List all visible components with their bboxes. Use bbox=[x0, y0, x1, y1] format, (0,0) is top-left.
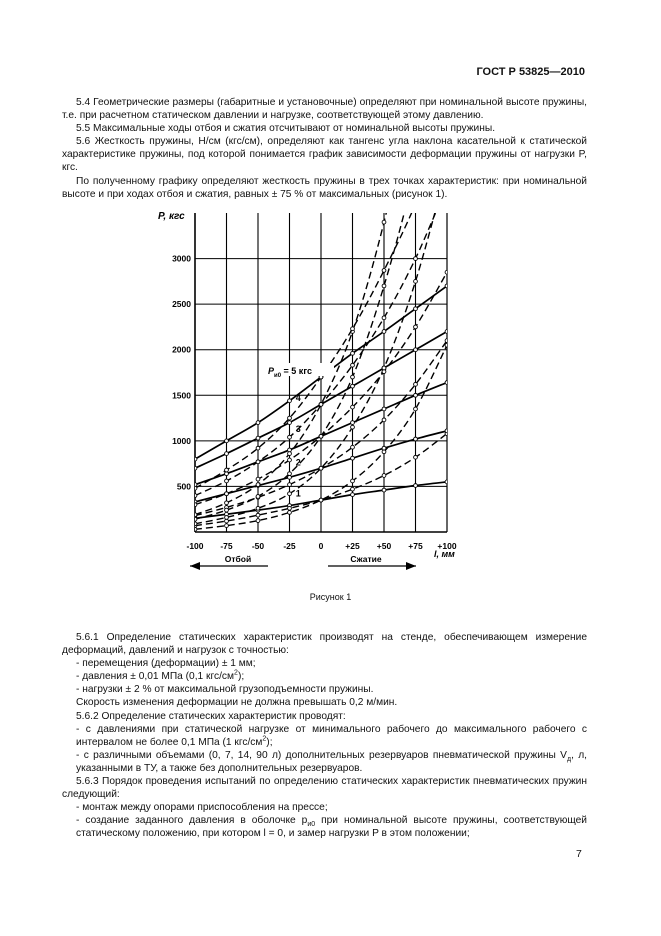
data-point bbox=[351, 351, 355, 355]
data-point bbox=[351, 421, 355, 425]
data-point bbox=[256, 460, 260, 464]
data-point bbox=[445, 480, 449, 484]
list-item-pressure bbox=[62, 670, 587, 683]
spring-characteristic-chart bbox=[150, 200, 480, 590]
x-tick-label: -75 bbox=[220, 541, 233, 551]
data-point bbox=[193, 517, 197, 521]
volumes-sub: д bbox=[566, 755, 572, 763]
x-tick-label: +25 bbox=[345, 541, 360, 551]
data-point bbox=[445, 381, 449, 385]
pressure-creation-sub: и0 bbox=[307, 821, 316, 829]
data-point bbox=[445, 339, 449, 343]
data-point bbox=[193, 466, 197, 470]
page-number: 7 bbox=[576, 848, 582, 860]
data-point bbox=[414, 307, 418, 311]
curve-number-label: 2 bbox=[295, 457, 301, 468]
data-point bbox=[193, 457, 197, 461]
data-point bbox=[319, 403, 323, 407]
data-point bbox=[414, 437, 418, 441]
paragraph-5-4: 5.4 Геометрические размеры (габаритные и установочные) определяют при номинальной высоте пружины, т.е. при расчетном статическом давлении и нагрузке, соответствующей этому давлению. bbox=[62, 97, 587, 122]
data-point bbox=[351, 384, 355, 388]
curve-number-label: 1 bbox=[295, 488, 301, 499]
paragraph-stiffness-points: По полученному графику определяют жесткость пружины в трех точках характеристик: при номинальной высоте и при ходах отбоя и сжатия, равных ± 75 % от максимальных (рисунок 1). bbox=[62, 175, 587, 200]
data-point bbox=[288, 399, 292, 403]
data-point bbox=[225, 492, 229, 496]
data-point bbox=[288, 421, 292, 425]
list-item-mounting: - монтаж между опорами приспособления на прессе; bbox=[76, 802, 328, 814]
data-point bbox=[256, 421, 260, 425]
data-point bbox=[445, 429, 449, 433]
data-point bbox=[414, 382, 418, 386]
bottom-text-block bbox=[62, 631, 587, 841]
x-tick-label: -25 bbox=[283, 541, 296, 551]
data-point bbox=[382, 316, 386, 320]
pressure-creation-b: при номинальной высоте пружины, соответствующей статическому положению, при котором l = 0, и замер нагрузки P в этом положении; bbox=[76, 815, 587, 840]
data-point bbox=[193, 527, 197, 531]
paragraph-5-6-1: 5.6.1 Определение статических характеристик производят на стенде, обеспечивающем измерение деформаций, давлений и нагрузок с точностью: bbox=[62, 632, 587, 657]
data-point bbox=[288, 472, 292, 476]
data-point bbox=[382, 474, 386, 478]
paragraph-5-6: 5.6 Жесткость пружины, Н/см (кгс/см), определяют как тангенс угла наклона касательной к статической характеристике пружины, под которой понимается график зависимости деформации пружины от нагрузки P, кгс. bbox=[62, 136, 587, 174]
data-point bbox=[351, 375, 355, 379]
data-point bbox=[225, 479, 229, 483]
data-point bbox=[319, 498, 323, 502]
paragraph-5-6-2: 5.6.2 Определение статических характеристик проводят: bbox=[76, 710, 346, 722]
data-point bbox=[256, 477, 260, 481]
data-point bbox=[288, 506, 292, 510]
annotation-p: P bbox=[268, 366, 275, 376]
direction-arrows bbox=[190, 554, 416, 570]
pressures-text-b: ); bbox=[266, 736, 273, 748]
top-text-block bbox=[62, 96, 587, 201]
data-point bbox=[225, 468, 229, 472]
list-item-load: - нагрузки ± 2 % от максимальной грузоподъемности пружины. bbox=[76, 684, 374, 696]
data-point bbox=[225, 516, 229, 520]
data-point bbox=[351, 487, 355, 491]
data-point bbox=[445, 343, 449, 347]
data-point bbox=[225, 439, 229, 443]
data-point bbox=[319, 466, 323, 470]
x-tick-label: +75 bbox=[408, 541, 423, 551]
x-tick-label: +100 bbox=[437, 541, 457, 551]
y-axis-label: P, кгс bbox=[158, 211, 185, 222]
data-point bbox=[414, 455, 418, 459]
annotation-rest: = 5 кгс bbox=[281, 366, 312, 376]
data-point bbox=[382, 446, 386, 450]
data-point bbox=[288, 435, 292, 439]
volumes-text-b: , л, указанными в ТУ, а также без дополнительных резервуаров. bbox=[76, 749, 588, 774]
data-point bbox=[288, 492, 292, 496]
data-point bbox=[414, 279, 418, 283]
data-point bbox=[256, 446, 260, 450]
szhatie-label: Сжатие bbox=[350, 554, 382, 564]
speed-limit-text: Скорость изменения деформации не должна превышать 0,2 м/мин. bbox=[76, 697, 398, 709]
list-item-pressures bbox=[62, 723, 587, 749]
annotation-sub: и0 bbox=[274, 373, 282, 379]
data-point bbox=[256, 513, 260, 517]
y-tick-label: 2500 bbox=[172, 299, 191, 310]
data-point bbox=[414, 393, 418, 397]
data-point bbox=[382, 269, 386, 273]
pressure-sup: 2 bbox=[234, 669, 238, 677]
data-point bbox=[225, 452, 229, 456]
y-tick-label: 1000 bbox=[172, 435, 191, 446]
x-axis-label: l, мм bbox=[434, 549, 455, 559]
data-point bbox=[256, 436, 260, 440]
data-point bbox=[225, 508, 229, 512]
data-point bbox=[382, 330, 386, 334]
annotation-p-label bbox=[264, 363, 334, 379]
data-point bbox=[193, 513, 197, 517]
x-tick-label: +50 bbox=[376, 541, 392, 551]
data-point bbox=[445, 270, 449, 274]
pressures-text-a: - с давлениями при статической нагрузке от минимального рабочего до максимального рабочего с интервалом не более 0,1 МПа (1 кгс/см bbox=[76, 723, 587, 748]
list-item-displacement: - перемещения (деформации) ± 1 мм; bbox=[76, 658, 256, 670]
data-point bbox=[382, 418, 386, 422]
data-point bbox=[256, 495, 260, 499]
data-point bbox=[382, 407, 386, 411]
otboi-label: Отбой bbox=[224, 554, 252, 564]
otboi-arrow-head bbox=[190, 562, 200, 570]
data-point bbox=[445, 330, 449, 334]
data-point bbox=[414, 484, 418, 488]
list-item-pressure-creation bbox=[62, 814, 587, 840]
pressure-close: ); bbox=[237, 671, 245, 683]
data-point bbox=[351, 327, 355, 331]
data-point bbox=[319, 434, 323, 438]
data-point bbox=[351, 479, 355, 483]
figure-caption: Рисунок 1 bbox=[309, 592, 352, 602]
data-point bbox=[382, 488, 386, 492]
volumes-text-a: - с различными объемами (0, 7, 14, 90 л) дополнительных резервуаров пневматической пружины V bbox=[76, 749, 567, 761]
data-point bbox=[225, 501, 229, 505]
x-tick-label: 0 bbox=[318, 541, 324, 551]
data-point bbox=[256, 519, 260, 523]
szhatie-arrow-head bbox=[406, 562, 416, 570]
data-point bbox=[288, 483, 292, 487]
chart-ticks bbox=[172, 254, 457, 551]
data-point bbox=[351, 425, 355, 429]
data-point bbox=[193, 522, 197, 526]
data-point bbox=[414, 348, 418, 352]
pressure-creation-a: - создание заданного давления в оболочке p bbox=[76, 815, 308, 827]
y-tick-label: 2000 bbox=[172, 344, 191, 355]
pressures-sup: 2 bbox=[262, 735, 267, 743]
curve-number-label: 4 bbox=[295, 393, 301, 404]
list-item-volumes bbox=[62, 749, 587, 775]
data-point bbox=[288, 452, 292, 456]
data-point bbox=[351, 363, 355, 367]
x-tick-label: -50 bbox=[251, 541, 265, 551]
data-point bbox=[414, 257, 418, 261]
data-point bbox=[225, 524, 229, 528]
data-point bbox=[414, 407, 418, 411]
paragraph-5-6-3: 5.6.3 Порядок проведения испытаний по определению статических характеристик пневматических пружин следующий: bbox=[62, 776, 587, 801]
data-point bbox=[256, 506, 260, 510]
y-tick-label: 1500 bbox=[172, 390, 191, 401]
data-point bbox=[382, 284, 386, 288]
data-point bbox=[193, 494, 197, 498]
data-point bbox=[351, 445, 355, 449]
data-point bbox=[414, 325, 418, 329]
data-point bbox=[351, 405, 355, 409]
curve-number-label: 3 bbox=[295, 424, 301, 435]
data-point bbox=[256, 483, 260, 487]
data-point bbox=[351, 493, 355, 497]
data-point bbox=[193, 486, 197, 490]
data-point bbox=[288, 511, 292, 515]
data-point bbox=[382, 220, 386, 224]
data-point bbox=[288, 416, 292, 420]
data-point bbox=[445, 284, 449, 288]
data-point bbox=[382, 366, 386, 370]
data-point bbox=[288, 458, 292, 462]
figure-1 bbox=[150, 200, 480, 590]
x-tick-label: -100 bbox=[186, 541, 204, 551]
paragraph-5-5: 5.5 Максимальные ходы отбоя и сжатия отсчитывают от номинальной высоты пружины. bbox=[76, 123, 496, 135]
standard-header: ГОСТ Р 53825—2010 bbox=[476, 66, 585, 78]
pressure-text: - давления ± 0,01 МПа (0,1 кгс/см bbox=[76, 671, 235, 683]
data-point bbox=[351, 456, 355, 460]
data-point bbox=[193, 503, 197, 507]
y-tick-label: 500 bbox=[176, 481, 191, 492]
y-tick-label: 3000 bbox=[172, 253, 191, 264]
